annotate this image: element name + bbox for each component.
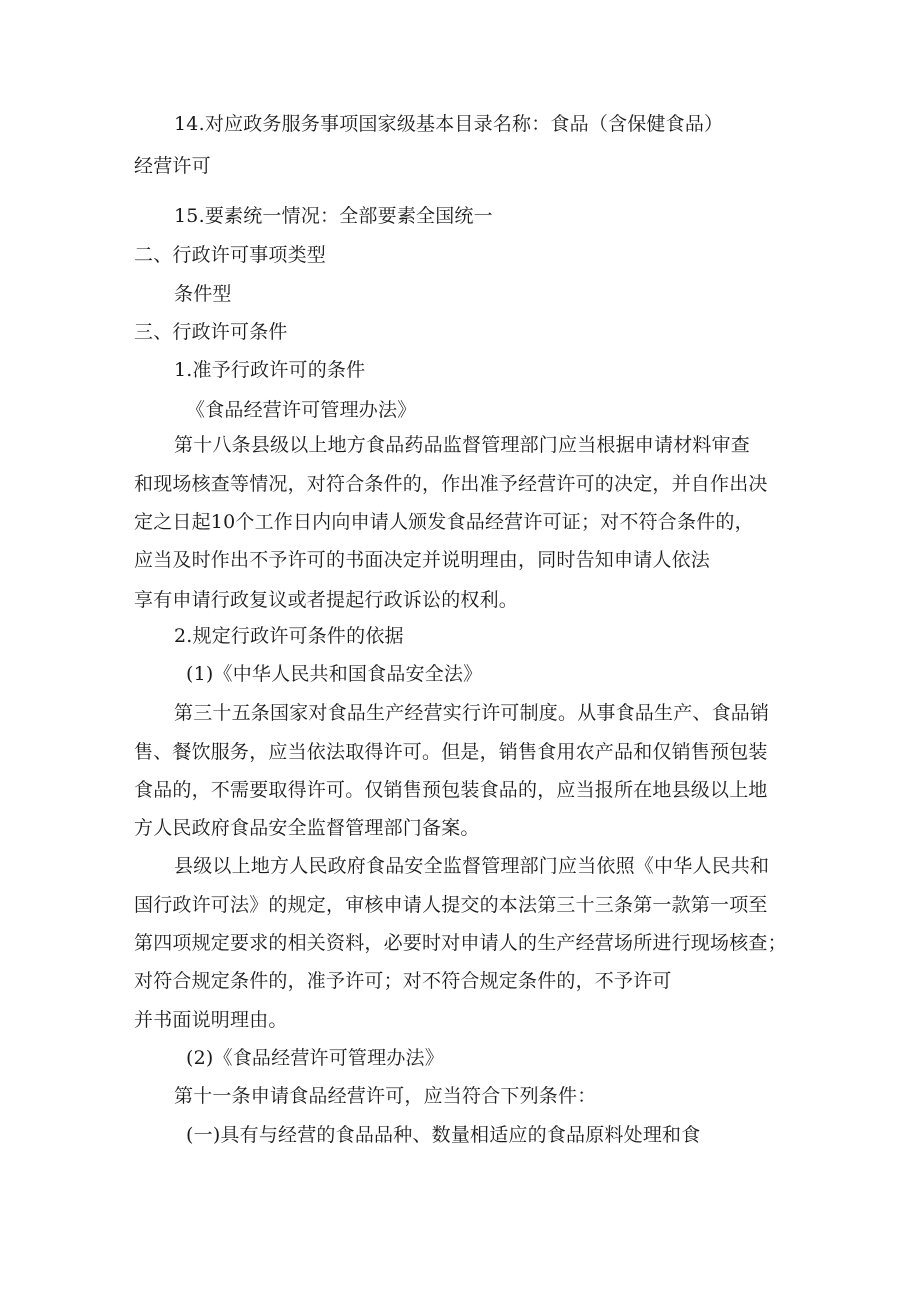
article-35-para2-line-5: 并书面说明理由。 [134, 1009, 288, 1031]
section-2-heading: 二、行政许可事项类型 [134, 244, 327, 266]
section-3-heading: 三、行政许可条件 [134, 321, 288, 343]
article-18-line-2: 和现场核查等情况，对符合条件的，作出准予经营许可的决定，并自作出决 [134, 473, 768, 495]
article-35-line-4: 方人民政府食品安全监督管理部门备案。 [134, 817, 480, 839]
item-14-catalog-name: 14.对应政务服务事项国家级基本目录名称：食品（含保健食品） [174, 113, 724, 135]
article-18-line-3: 定之日起10个工作日内向申请人颁发食品经营许可证；对不符合条件的， [134, 511, 754, 533]
item-15-unification: 15.要素统一情况：全部要素全国统一 [174, 205, 493, 227]
article-11-item-1: (一)具有与经营的食品品种、数量相适应的食品原料处理和食 [186, 1124, 701, 1146]
regulation-title-2: (2)《食品经营许可管理办法》 [186, 1047, 444, 1069]
article-18-line-5: 享有申请行政复议或者提起行政诉讼的权利。 [134, 589, 519, 611]
article-35-para2-line-4: 对符合规定条件的，准予许可；对不符合规定条件的，不予许可 [134, 970, 672, 992]
article-35-para2-line-1: 县级以上地方人民政府食品安全监督管理部门应当依照《中华人民共和 [174, 855, 770, 877]
subsection-1-heading: 1.准予行政许可的条件 [174, 359, 366, 381]
permit-type-value: 条件型 [174, 283, 232, 305]
article-35-line-2: 售、餐饮服务，应当依法取得许可。但是，销售食用农产品和仅销售预包装 [134, 741, 768, 763]
article-11-intro: 第十一条申请食品经营许可，应当符合下列条件： [174, 1085, 597, 1107]
article-18-line-1: 第十八条县级以上地方食品药品监督管理部门应当根据申请材料审查 [174, 434, 751, 456]
article-35-line-3: 食品的，不需要取得许可。仅销售预包装食品的，应当报所在地县级以上地 [134, 779, 768, 801]
law-title-food-safety: (1)《中华人民共和国食品安全法》 [186, 663, 483, 685]
article-18-line-4: 应当及时作出不予许可的书面决定并说明理由，同时告知申请人依法 [134, 549, 711, 571]
article-35-line-1: 第三十五条国家对食品生产经营实行许可制度。从事食品生产、食品销 [174, 702, 770, 724]
article-35-para2-line-2: 国行政许可法》的规定，审核申请人提交的本法第三十三条第一款第一项至 [134, 894, 768, 916]
item-14-continuation: 经营许可 [134, 155, 211, 177]
subsection-2-heading: 2.规定行政许可条件的依据 [174, 625, 404, 647]
article-35-para2-line-3: 第四项规定要求的相关资料，必要时对申请人的生产经营场所进行现场核查； [134, 932, 787, 954]
regulation-title-1: 《食品经营许可管理办法》 [186, 399, 417, 421]
